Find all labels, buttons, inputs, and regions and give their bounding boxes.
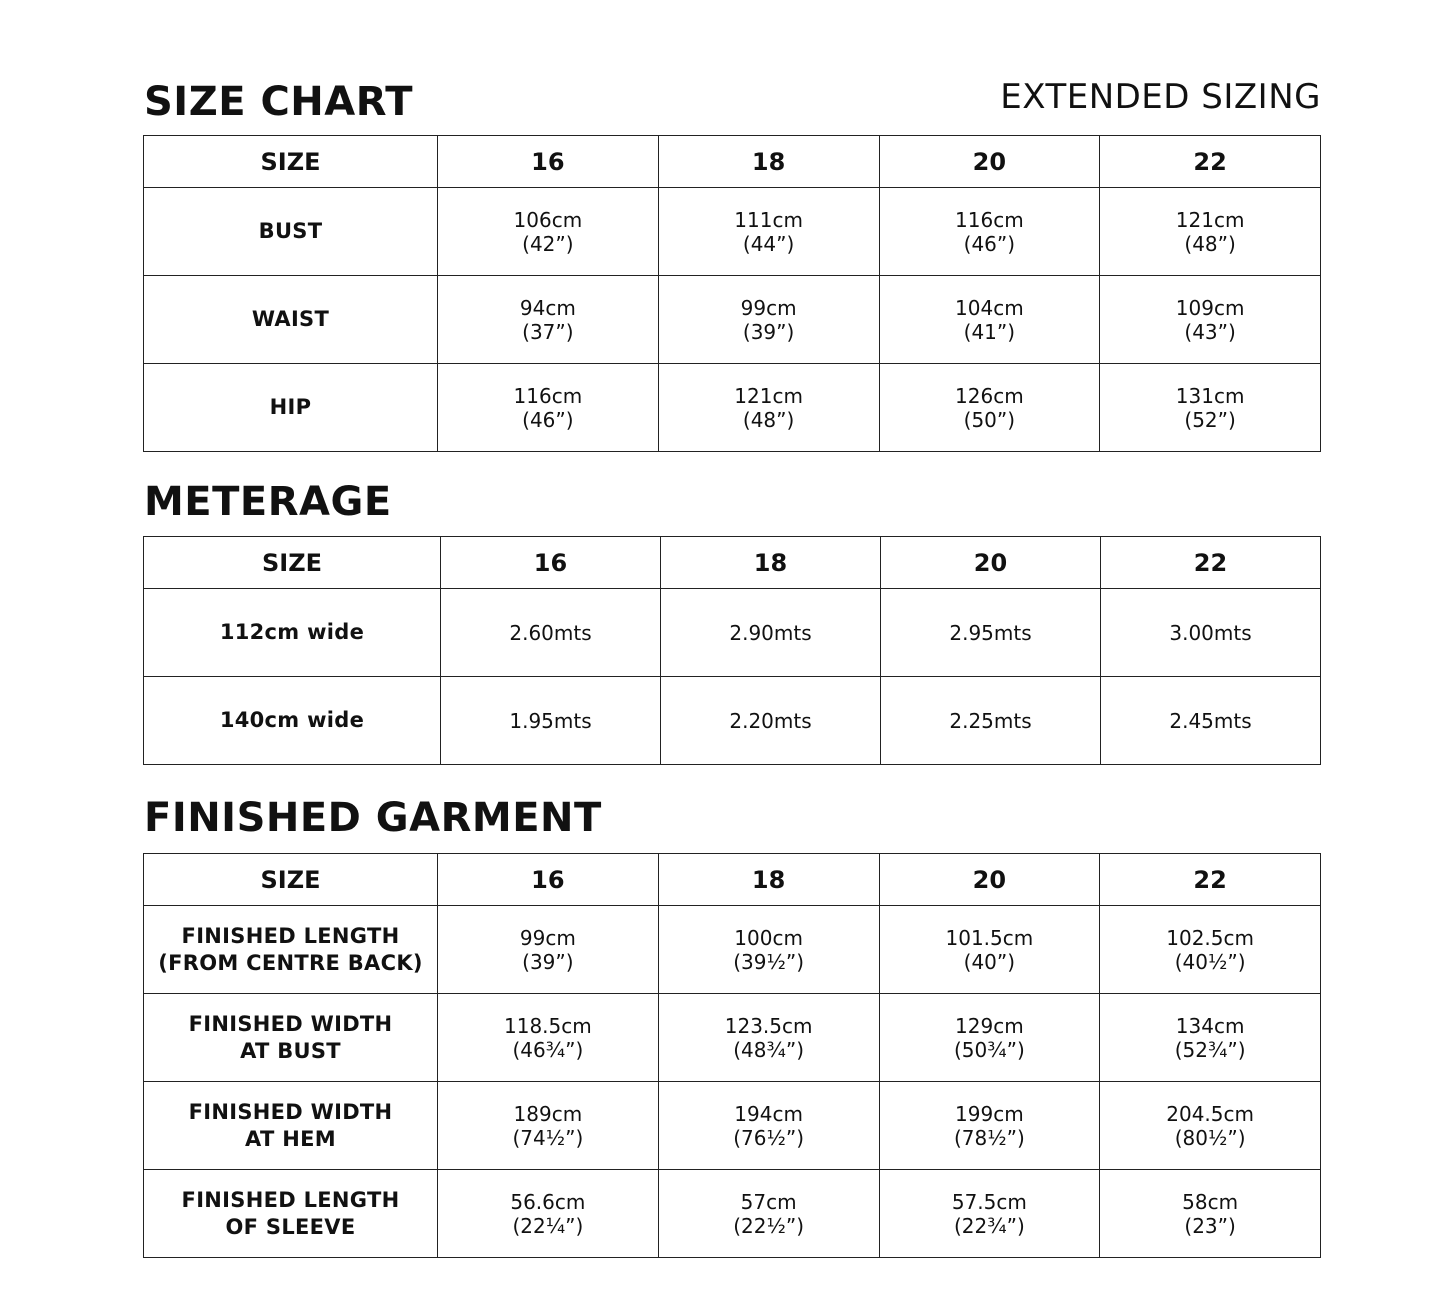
table-cell: 116cm (46”) xyxy=(438,364,659,452)
meterage-table xyxy=(143,536,1321,765)
header-cell: SIZE xyxy=(144,136,438,188)
table-cell: 58cm (23”) xyxy=(1100,1170,1321,1258)
table-row xyxy=(144,188,1321,276)
extended-sizing-label: EXTENDED SIZING xyxy=(1000,77,1321,117)
table-row xyxy=(144,364,1321,452)
table-cell: 104cm (41”) xyxy=(879,276,1100,364)
row-label: FINISHED LENGTH OF SLEEVE xyxy=(144,1170,438,1258)
table-cell: 2.20mts xyxy=(661,677,881,765)
header-cell: 18 xyxy=(658,136,879,188)
table-cell: 99cm (39”) xyxy=(658,276,879,364)
table-cell: 199cm (78½”) xyxy=(879,1082,1100,1170)
header-cell: 18 xyxy=(658,854,879,906)
table-row xyxy=(144,589,1321,677)
table-cell: 189cm (74½”) xyxy=(438,1082,659,1170)
table-cell: 2.95mts xyxy=(881,589,1101,677)
table-cell: 118.5cm (46¾”) xyxy=(438,994,659,1082)
table-row xyxy=(144,1170,1321,1258)
table-cell: 121cm (48”) xyxy=(658,364,879,452)
table-row xyxy=(144,906,1321,994)
table-cell: 3.00mts xyxy=(1101,589,1321,677)
row-label: 112cm wide xyxy=(144,589,441,677)
table-cell: 106cm (42”) xyxy=(438,188,659,276)
table-row xyxy=(144,677,1321,765)
table-cell: 57cm (22½”) xyxy=(658,1170,879,1258)
table-cell: 123.5cm (48¾”) xyxy=(658,994,879,1082)
table-cell: 56.6cm (22¼”) xyxy=(438,1170,659,1258)
header-cell: 22 xyxy=(1100,136,1321,188)
table-header-row xyxy=(144,537,1321,589)
table-cell: 57.5cm (22¾”) xyxy=(879,1170,1100,1258)
table-cell: 116cm (46”) xyxy=(879,188,1100,276)
header-cell: SIZE xyxy=(144,854,438,906)
header-cell: 16 xyxy=(438,854,659,906)
table-row xyxy=(144,994,1321,1082)
header-cell: SIZE xyxy=(144,537,441,589)
table-cell: 2.45mts xyxy=(1101,677,1321,765)
row-label: BUST xyxy=(144,188,438,276)
header-cell: 16 xyxy=(441,537,661,589)
table-cell: 111cm (44”) xyxy=(658,188,879,276)
table-cell: 101.5cm (40”) xyxy=(879,906,1100,994)
size-chart-title: SIZE CHART xyxy=(144,79,414,125)
table-cell: 109cm (43”) xyxy=(1100,276,1321,364)
table-cell: 100cm (39½”) xyxy=(658,906,879,994)
table-cell: 2.25mts xyxy=(881,677,1101,765)
table-cell: 134cm (52¾”) xyxy=(1100,994,1321,1082)
table-cell: 99cm (39”) xyxy=(438,906,659,994)
table-cell: 131cm (52”) xyxy=(1100,364,1321,452)
table-cell: 102.5cm (40½”) xyxy=(1100,906,1321,994)
row-label: 140cm wide xyxy=(144,677,441,765)
table-cell: 204.5cm (80½”) xyxy=(1100,1082,1321,1170)
row-label: FINISHED WIDTH AT BUST xyxy=(144,994,438,1082)
row-label: FINISHED WIDTH AT HEM xyxy=(144,1082,438,1170)
table-cell: 2.90mts xyxy=(661,589,881,677)
table-cell: 2.60mts xyxy=(441,589,661,677)
header-cell: 18 xyxy=(661,537,881,589)
row-label: HIP xyxy=(144,364,438,452)
header-cell: 20 xyxy=(879,854,1100,906)
header-cell: 20 xyxy=(881,537,1101,589)
table-cell: 194cm (76½”) xyxy=(658,1082,879,1170)
header-cell: 22 xyxy=(1101,537,1321,589)
table-header-row xyxy=(144,136,1321,188)
header-cell: 20 xyxy=(879,136,1100,188)
table-cell: 121cm (48”) xyxy=(1100,188,1321,276)
table-cell: 1.95mts xyxy=(441,677,661,765)
row-label: FINISHED LENGTH (FROM CENTRE BACK) xyxy=(144,906,438,994)
table-row xyxy=(144,1082,1321,1170)
table-row xyxy=(144,276,1321,364)
size-chart-table xyxy=(143,135,1321,452)
finished-garment-title: FINISHED GARMENT xyxy=(144,795,602,841)
row-label: WAIST xyxy=(144,276,438,364)
finished-garment-table xyxy=(143,853,1321,1258)
table-cell: 129cm (50¾”) xyxy=(879,994,1100,1082)
header-cell: 22 xyxy=(1100,854,1321,906)
table-header-row xyxy=(144,854,1321,906)
table-cell: 126cm (50”) xyxy=(879,364,1100,452)
table-cell: 94cm (37”) xyxy=(438,276,659,364)
header-cell: 16 xyxy=(438,136,659,188)
meterage-title: METERAGE xyxy=(144,479,392,525)
